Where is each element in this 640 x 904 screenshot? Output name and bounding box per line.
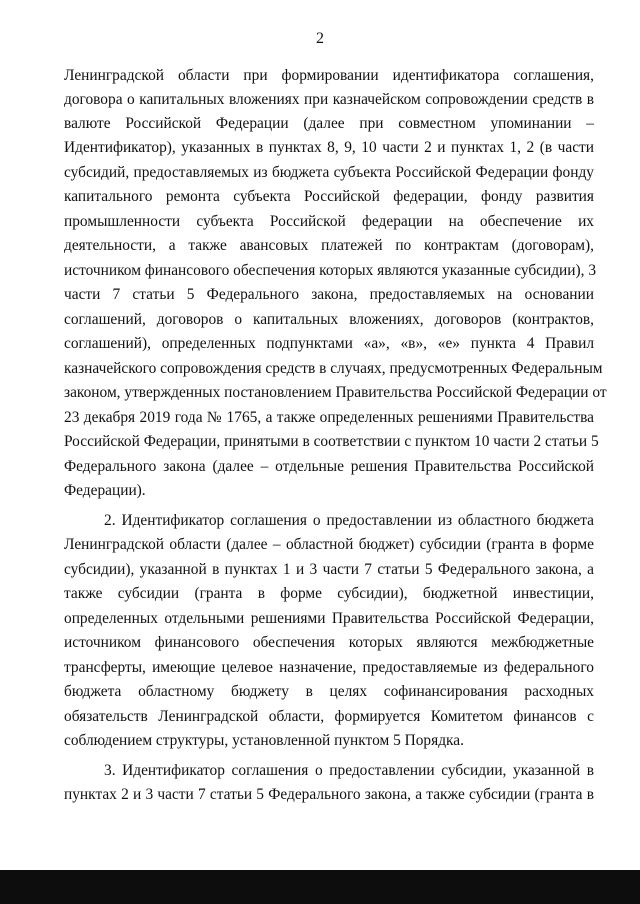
text-line: соглашений, договоров о капитальных вложениях, договоров (контрактов, xyxy=(64,311,594,328)
text-line: пунктах 2 и 3 части 7 статьи 5 Федерального закона, а также субсидии (гранта в xyxy=(64,786,594,803)
text-line: определенных отдельными решениями Правительства Российской Федерации, xyxy=(64,610,594,627)
text-line: Идентификатор), указанных в пунктах 8, 9, 10 части 2 и пунктах 1, 2 (в части xyxy=(64,139,594,156)
text-line: капитального ремонта субъекта Российской федерации, фонду развития xyxy=(64,188,594,205)
paragraph-2-start: 2. Идентификатор соглашения о предоставлении из областного бюджета xyxy=(104,512,594,529)
text-line: соблюдением структуры, установленной пунктом 5 Порядка. xyxy=(64,732,464,749)
text-line: Федерации). xyxy=(64,482,146,499)
text-line: источником финансового обеспечения которых являются межбюджетные xyxy=(64,634,594,651)
paragraph-3-start: 3. Идентификатор соглашения о предоставлении субсидии, указанной в xyxy=(104,762,594,779)
scan-bottom-border xyxy=(0,870,640,904)
text-line: субсидий, предоставляемых из бюджета субъекта Российской Федерации фонду xyxy=(64,164,594,181)
text-line: казначейского сопровождения средств в случаях, предусмотренных Федеральным xyxy=(64,360,603,377)
text-line: 23 декабря 2019 года № 1765, а также определенных решениями Правительства xyxy=(64,409,594,426)
text-line: деятельности, а также авансовых платежей по контрактам (договорам), xyxy=(64,237,594,254)
text-line: Федерального закона (далее – отдельные решения Правительства Российской xyxy=(64,458,594,475)
text-line: валюте Российской Федерации (далее при совместном упоминании – xyxy=(64,115,594,132)
text-line: соглашений), определенных подпунктами «а», «в», «е» пункта 4 Правил xyxy=(64,335,594,352)
text-line: промышленности субъекта Российской федерации на обеспечение их xyxy=(64,213,594,230)
text-line: трансферты, имеющие целевое назначение, предоставляемые из федерального xyxy=(64,659,594,676)
text-line: Ленинградской области при формировании идентификатора соглашения, xyxy=(64,67,594,84)
text-line: договора о капитальных вложениях при казначейском сопровождении средств в xyxy=(64,91,594,108)
text-line: Российской Федерации, принятыми в соответствии с пунктом 10 части 2 статьи 5 xyxy=(64,433,599,450)
text-line: Ленинградской области (далее – областной бюджет) субсидии (гранта в форме xyxy=(64,536,594,553)
page-number: 2 xyxy=(316,30,324,47)
text-line: части 7 статьи 5 Федерального закона, предоставляемых на основании xyxy=(64,286,594,303)
text-line: обязательств Ленинградской области, формируется Комитетом финансов с xyxy=(64,708,594,725)
text-line: законом, утвержденных постановлением Правительства Российской Федерации от xyxy=(64,384,607,401)
text-line: бюджета областному бюджету в целях софинансирования расходных xyxy=(64,683,594,700)
text-line: источником финансового обеспечения которых являются указанные субсидии), 3 xyxy=(64,262,597,279)
text-line: также субсидии (гранта в форме субсидии), бюджетной инвестиции, xyxy=(64,585,594,602)
text-line: субсидии), указанной в пунктах 1 и 3 части 7 статьи 5 Федерального закона, а xyxy=(64,561,594,578)
